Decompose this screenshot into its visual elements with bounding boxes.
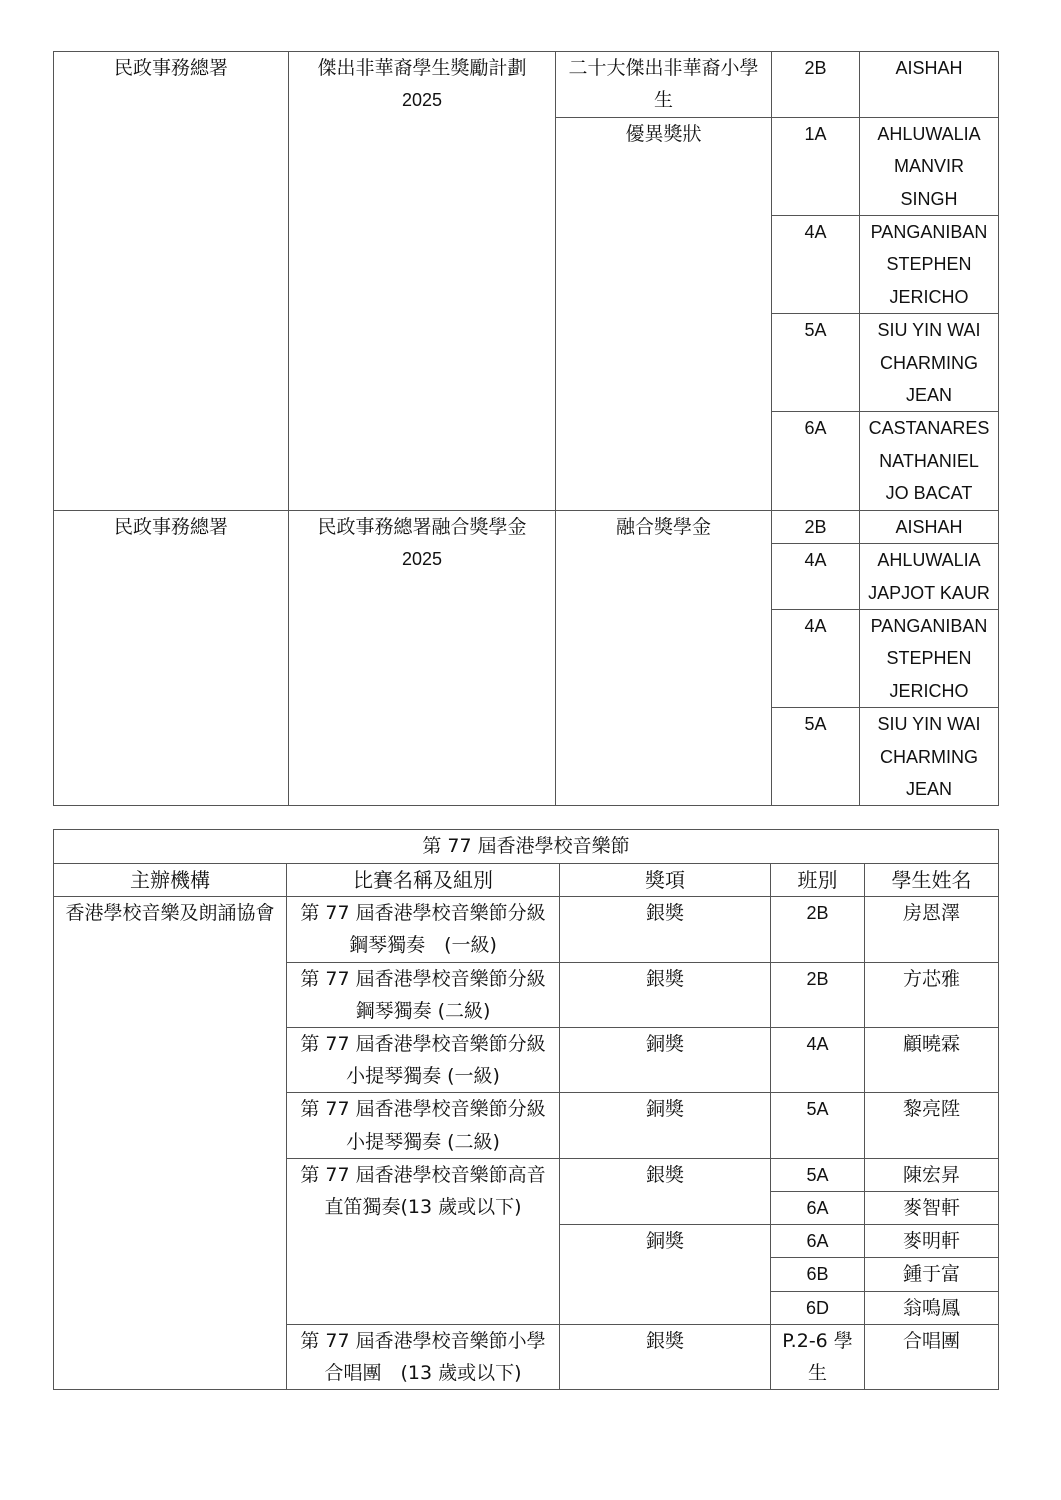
header-class: 班別 — [771, 864, 865, 897]
awards-table-home-affairs — [53, 51, 999, 806]
student-name-cell: AHLUWALIA MANVIR SINGH — [860, 117, 999, 215]
class-cell: 6A — [771, 1192, 865, 1225]
competition-cell: 第 77 屆香港學校音樂節分級小提琴獨奏 (二級) — [287, 1093, 560, 1158]
class-cell: 5A — [771, 1158, 865, 1191]
competition-name: 傑出非華裔學生獎勵計劃 — [317, 57, 527, 79]
student-name-cell: PANGANIBAN STEPHEN JERICHO — [860, 216, 999, 314]
awards-table-music-festival — [53, 829, 999, 1390]
table-row — [54, 897, 999, 962]
table-row — [54, 52, 999, 118]
award-cell: 融合獎學金 — [556, 510, 772, 806]
class-cell: P.2-6 學生 — [771, 1324, 865, 1389]
header-competition: 比賽名稱及組別 — [287, 864, 560, 897]
student-name-cell: 方芯雅 — [865, 962, 999, 1027]
organizer-cell: 民政事務總署 — [54, 510, 289, 806]
competition-cell: 第 77 屆香港學校音樂節分級鋼琴獨奏 (一級) — [287, 897, 560, 962]
student-name-cell: 顧曉霖 — [865, 1028, 999, 1093]
student-name-cell: 麥智軒 — [865, 1192, 999, 1225]
award-cell: 銅獎 — [560, 1028, 771, 1093]
class-cell: 2B — [772, 52, 860, 118]
student-name-cell: SIU YIN WAI CHARMING JEAN — [860, 708, 999, 806]
student-name-cell: 麥明軒 — [865, 1225, 999, 1258]
student-name-cell: AISHAH — [860, 52, 999, 118]
award-cell: 優異獎狀 — [556, 117, 772, 510]
student-name-cell: AISHAH — [860, 510, 999, 543]
competition-cell: 第 77 屆香港學校音樂節分級鋼琴獨奏 (二級) — [287, 962, 560, 1027]
award-cell: 銅獎 — [560, 1225, 771, 1325]
table-title: 第 77 屆香港學校音樂節 — [54, 830, 999, 864]
student-name-cell: 房恩澤 — [865, 897, 999, 962]
class-cell: 2B — [771, 897, 865, 962]
award-cell: 銅獎 — [560, 1093, 771, 1158]
award-cell: 銀獎 — [560, 1324, 771, 1389]
header-award: 獎項 — [560, 864, 771, 897]
competition-cell: 第 77 屆香港學校音樂節分級小提琴獨奏 (一級) — [287, 1028, 560, 1093]
competition-year: 2025 — [401, 90, 443, 111]
award-cell: 銀獎 — [560, 1158, 771, 1224]
award-cell: 二十大傑出非華裔小學生 — [556, 52, 772, 118]
competition-cell — [289, 510, 556, 806]
class-cell: 5A — [771, 1093, 865, 1158]
competition-cell — [289, 52, 556, 511]
competition-cell: 第 77 屆香港學校音樂節小學合唱團 (13 歲或以下) — [287, 1324, 560, 1389]
student-name-cell: SIU YIN WAI CHARMING JEAN — [860, 314, 999, 412]
class-cell: 6D — [771, 1291, 865, 1324]
award-cell: 銀獎 — [560, 962, 771, 1027]
competition-name: 民政事務總署融合獎學金 — [317, 515, 527, 538]
class-cell: 6A — [771, 1225, 865, 1258]
table-title-row — [54, 830, 999, 864]
competition-year: 2025 — [401, 549, 443, 570]
class-cell: 4A — [771, 1028, 865, 1093]
header-organizer: 主辦機構 — [54, 864, 287, 897]
class-cell: 5A — [772, 314, 860, 412]
table-header-row — [54, 864, 999, 897]
student-name-cell: 陳宏昇 — [865, 1158, 999, 1191]
student-name-cell: 鍾于富 — [865, 1258, 999, 1291]
student-name-cell: 合唱團 — [865, 1324, 999, 1389]
class-cell: 2B — [772, 510, 860, 543]
organizer-cell: 香港學校音樂及朗誦協會 — [54, 897, 287, 1390]
student-name-cell: CASTANARES NATHANIEL JO BACAT — [860, 412, 999, 510]
class-cell: 6A — [772, 412, 860, 510]
student-name-cell: PANGANIBAN STEPHEN JERICHO — [860, 609, 999, 707]
student-name-cell: 翁鳴鳳 — [865, 1291, 999, 1324]
class-cell: 2B — [771, 962, 865, 1027]
competition-cell: 第 77 屆香港學校音樂節高音直笛獨奏(13 歲或以下) — [287, 1158, 560, 1324]
award-cell: 銀獎 — [560, 897, 771, 962]
header-student-name: 學生姓名 — [865, 864, 999, 897]
class-cell: 4A — [772, 609, 860, 707]
class-cell: 4A — [772, 544, 860, 610]
class-cell: 6B — [771, 1258, 865, 1291]
organizer-cell: 民政事務總署 — [54, 52, 289, 511]
class-cell: 1A — [772, 117, 860, 215]
table-row — [54, 510, 999, 543]
student-name-cell: AHLUWALIA JAPJOT KAUR — [860, 544, 999, 610]
student-name-cell: 黎亮陞 — [865, 1093, 999, 1158]
class-cell: 4A — [772, 216, 860, 314]
class-cell: 5A — [772, 708, 860, 806]
